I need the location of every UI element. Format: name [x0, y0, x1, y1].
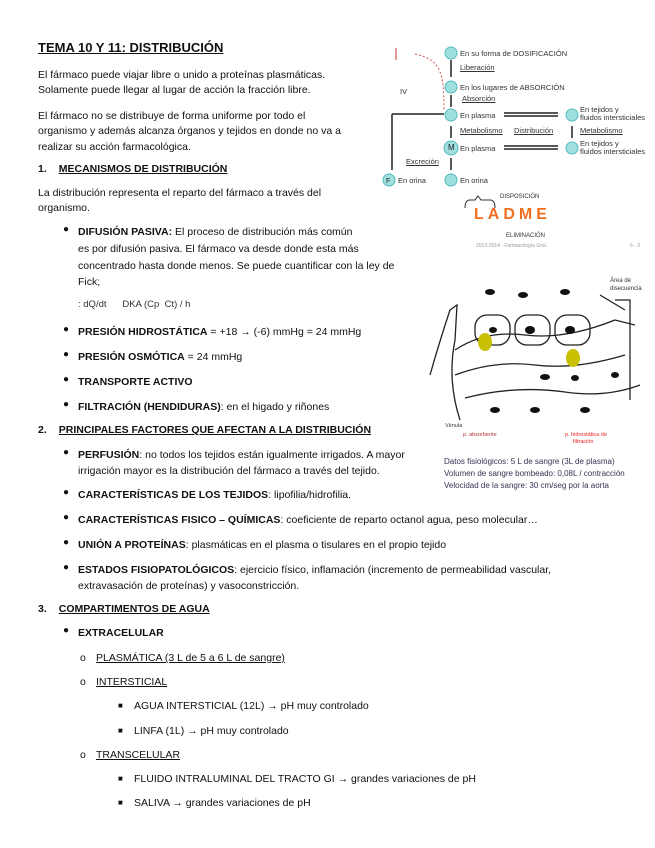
- section-label: COMPARTIMENTOS DE AGUA: [58, 603, 210, 615]
- label: Área de: [610, 278, 632, 284]
- step-label: Excreción: [406, 157, 439, 166]
- difusion-item: [78, 224, 352, 240]
- intersticial-item: INTERSTICIAL: [96, 676, 168, 688]
- page-title: TEMA 10 Y 11: DISTRIBUCIÓN: [38, 40, 224, 55]
- bullet: ●: [63, 374, 70, 385]
- bullet: ●: [63, 447, 70, 458]
- node-label: En plasma: [460, 144, 496, 153]
- label: CARACTERÍSTICAS DE LOS TEJIDOS: [78, 489, 269, 501]
- agua-item: AGUA INTERSTICIAL (12L) → pH muy controlado: [134, 700, 369, 712]
- bullet: ●: [63, 399, 70, 410]
- fluido-item: FLUIDO INTRALUMINAL DEL TRACTO GI → grandes variaciones de pH: [134, 773, 476, 785]
- slide-footer: 2013-2014 · Farmacología Gral.: [476, 243, 548, 249]
- caption-line: Velocidad de la sangre: 30 cm/seg por la aorta: [444, 481, 609, 490]
- ladme-title: LADME: [474, 206, 551, 223]
- paragraph: La distribución representa el reparto del fármaco a través del: [38, 187, 322, 199]
- step-label: Metabolismo: [460, 126, 503, 135]
- node-m: M: [448, 143, 455, 152]
- bullet: ●: [63, 487, 70, 498]
- osmo-item: [78, 349, 242, 365]
- step-label: Metabolismo: [580, 126, 623, 135]
- text: : en el higado y riñones: [220, 401, 330, 413]
- yellow-marker: [478, 333, 492, 351]
- hidro-item: [78, 324, 361, 340]
- text: : coeficiente de reparto octanol agua, peso molecular…: [280, 514, 538, 526]
- circle-bullet: o: [80, 676, 86, 688]
- bullet: ●: [63, 349, 70, 360]
- section-label: MECANISMOS DE DISTRIBUCIÓN: [58, 163, 228, 175]
- label: PRESIÓN OSMÓTICA: [78, 351, 185, 363]
- text: es por difusión pasiva. El fármaco va desde donde esta más: [78, 243, 359, 255]
- node-label: fluidos intersticiales: [580, 113, 646, 122]
- bullet: ●: [63, 324, 70, 335]
- bullet: ●: [63, 512, 70, 523]
- eliminacion-label: ELIMINACIÓN: [506, 233, 546, 239]
- section-heading-2: [38, 422, 371, 438]
- text: = +18 → (-6) mmHg = 24 mmHg: [207, 326, 362, 338]
- section-number: 2.: [38, 424, 47, 436]
- capillary-drawing: [425, 280, 650, 430]
- disposicion-label: DISPOSICIÓN: [500, 194, 540, 200]
- paragraph: El fármaco puede viajar libre o unido a proteínas plasmáticas.: [38, 69, 326, 81]
- label: FILTRACIÓN (HENDIDURAS): [78, 401, 221, 413]
- text: El proceso de distribución más común: [172, 226, 353, 238]
- caption-line: Volumen de sangre bombeado: 0,08L / contracción: [444, 469, 625, 478]
- text: : lipofilia/hidrofilia.: [268, 489, 352, 501]
- extracelular-item: EXTRACELULAR: [78, 627, 164, 639]
- bullet: ●: [63, 537, 70, 548]
- circle-bullet: o: [80, 749, 86, 761]
- text: : ejercicio físico, inflamación (incremento de permeabilidad vascular,: [234, 564, 552, 576]
- text: extravasación de proteínas) y vasoconstricción.: [78, 580, 300, 592]
- filtracion-item: [78, 399, 329, 415]
- section-heading-3: [38, 601, 210, 617]
- label: disecuencia: [610, 286, 642, 292]
- label: DIFUSIÓN PASIVA:: [78, 226, 173, 238]
- text: = 24 mmHg: [184, 351, 243, 363]
- label: PRESIÓN HIDROSTÁTICA: [78, 326, 208, 338]
- square-bullet: ■: [118, 701, 123, 710]
- label: UNIÓN A PROTEÍNAS: [78, 539, 186, 551]
- node-label: En orina: [460, 176, 488, 185]
- perfusion-item: [78, 447, 405, 463]
- square-bullet: ■: [118, 774, 123, 783]
- label: ESTADOS FISIOPATOLÓGICOS: [78, 564, 235, 576]
- fick-formula: : dQ/dt DKA (Cp Ct) / h: [78, 299, 191, 310]
- node-label: En los lugares de ABSORCIÓN: [460, 83, 565, 92]
- linfa-item: LINFA (1L) → pH muy controlado: [134, 725, 289, 737]
- node-label: En plasma: [460, 111, 496, 120]
- step-label: Absorción: [462, 94, 496, 103]
- paragraph: Solamente puede llegar al lugar de acción la fracción libre.: [38, 84, 311, 96]
- yellow-marker: [566, 349, 580, 367]
- section-heading-1: [38, 161, 227, 177]
- union-item: [78, 537, 446, 553]
- label: p. hidrostática de: [565, 432, 607, 438]
- iv-label: IV: [400, 87, 408, 96]
- node-f: F: [386, 178, 391, 185]
- label: PERFUSIÓN: [78, 449, 140, 461]
- paragraph: organismo.: [38, 202, 90, 214]
- paragraph: El fármaco no se distribuye de forma uniforme por todo el: [38, 110, 306, 122]
- fisico-item: [78, 512, 538, 528]
- section-number: 1.: [38, 163, 47, 175]
- slide-page: 6 - 3: [630, 243, 641, 249]
- tejidos-item: [78, 487, 351, 503]
- paragraph: realizar su acción farmacológica.: [38, 141, 191, 153]
- section-number: 3.: [38, 603, 47, 615]
- tissue-illustration: [425, 280, 650, 445]
- ladme-diagram: [380, 40, 655, 250]
- label: filtración: [573, 439, 594, 445]
- bullet: ●: [63, 625, 70, 636]
- bullet: ●: [63, 562, 70, 573]
- caption-line: Datos fisiológicos: 5 L de sangre (3L de plasma): [444, 457, 615, 466]
- bullet: ●: [63, 224, 70, 235]
- section-label: PRINCIPALES FACTORES QUE AFECTAN A LA DISTRIBUCIÓN: [58, 424, 372, 436]
- square-bullet: ■: [118, 726, 123, 735]
- node-label: En tejidos y: [580, 105, 619, 114]
- transporte-item: [78, 374, 193, 390]
- paragraph: organismo y además alcanza órganos y tejidos en donde no va a: [38, 125, 341, 137]
- label: CARACTERÍSTICAS FISICO – QUÍMICAS: [78, 514, 281, 526]
- saliva-item: SALIVA → grandes variaciones de pH: [134, 797, 311, 809]
- text: Fick;: [78, 276, 101, 288]
- text: irrigación mayor es la distribución del fármaco a través del tejido.: [78, 465, 380, 477]
- text: concentrado hasta donde menos. Se puede cuantificar con la ley de: [78, 260, 395, 272]
- node-label: En orina: [398, 176, 426, 185]
- estados-item: [78, 562, 551, 578]
- circle-bullet: o: [80, 652, 86, 664]
- text: : no todos los tejidos están igualmente irrigados. A mayor: [139, 449, 405, 461]
- plasmatica-item: PLASMÁTICA (3 L de 5 a 6 L de sangre): [96, 652, 285, 664]
- text: : plasmáticas en el plasma o tisulares en el propio tejido: [185, 539, 447, 551]
- label: Vénula: [445, 423, 463, 429]
- node-label: En su forma de DOSIFICACIÓN: [460, 49, 568, 58]
- node-label: En tejidos y: [580, 139, 619, 148]
- step-label: Liberación: [460, 63, 495, 72]
- label: TRANSPORTE ACTIVO: [78, 376, 193, 388]
- transcelular-item: TRANSCELULAR: [96, 749, 181, 761]
- step-label: Distribución: [514, 126, 554, 135]
- label: p. absorbente: [463, 432, 497, 438]
- square-bullet: ■: [118, 798, 123, 807]
- node-label: fluidos intersticiales: [580, 147, 646, 156]
